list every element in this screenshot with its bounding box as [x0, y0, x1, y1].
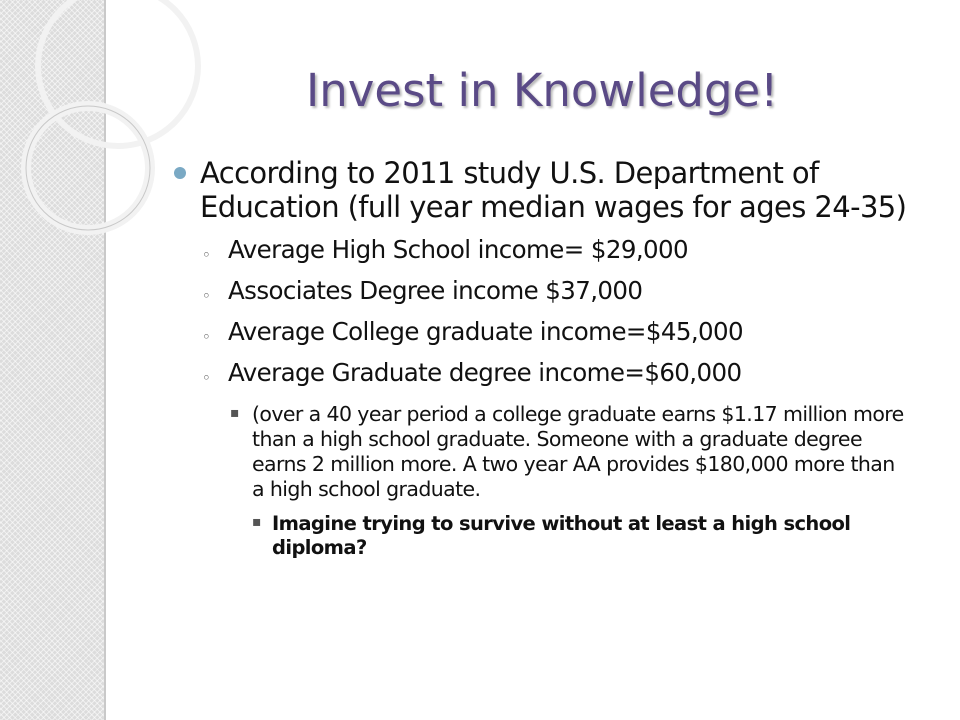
- hollow-circle-bullet-icon: ◦: [202, 287, 211, 305]
- income-list: [172, 234, 942, 398]
- hollow-circle-bullet-icon: ◦: [202, 328, 211, 346]
- earnings-note: ▪ (over a 40 year period a college graduate earns $1.17 million more than a high school graduate. Someone with a graduate degree earns 2 million more. A two year AA provides $180,000 more than a high school graduate.: [230, 402, 904, 501]
- emphasis-note: ▪ Imagine trying to survive without at least a high school diploma?: [252, 512, 851, 559]
- small-square-bullet-icon: ▪: [252, 514, 262, 530]
- bullet-study: [172, 156, 942, 224]
- decorative-circles: [0, 0, 140, 260]
- income-item: ◦ Associates Degree income $37,000: [202, 276, 643, 305]
- bullet-dot-icon: [174, 167, 186, 179]
- hollow-circle-bullet-icon: ◦: [202, 369, 211, 387]
- income-item: ◦ Average High School income= $29,000: [202, 235, 688, 264]
- slide-content: [172, 156, 942, 560]
- small-square-bullet-icon: ▪: [230, 405, 240, 421]
- study-text: According to 2011 study U.S. Department of Education (full year median wages for ages 24-35): [200, 156, 907, 224]
- hollow-circle-bullet-icon: ◦: [202, 246, 211, 264]
- income-item: ◦ Average College graduate income=$45,000: [202, 317, 743, 346]
- slide-title: Invest in Knowledge!: [306, 64, 779, 117]
- income-item: ◦ Average Graduate degree income=$60,000: [202, 358, 742, 387]
